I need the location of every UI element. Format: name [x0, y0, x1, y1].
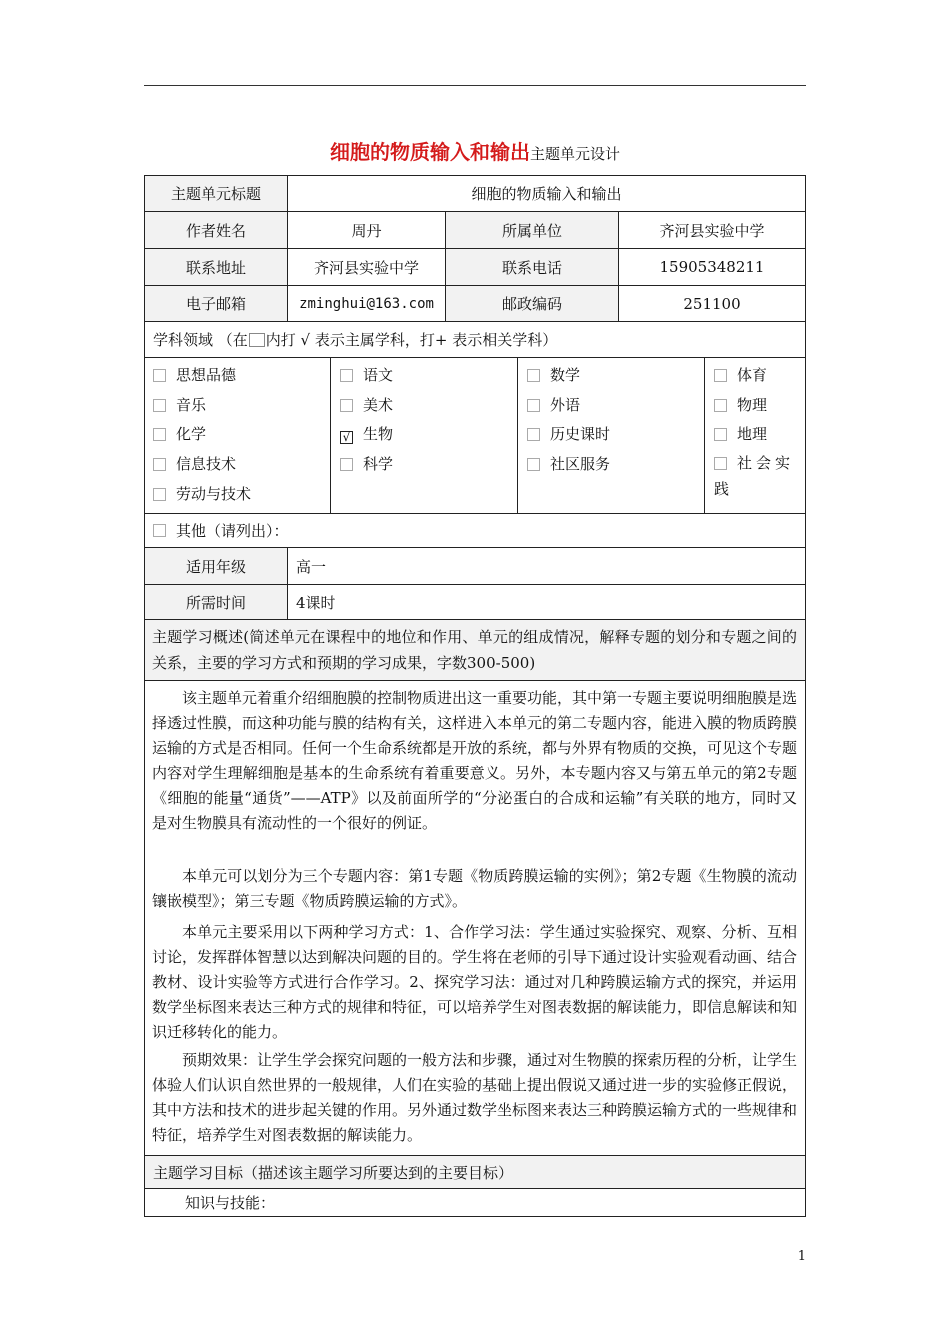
header-rule — [144, 85, 806, 86]
checkbox-icon[interactable] — [340, 458, 353, 471]
checkbox-icon[interactable] — [340, 399, 353, 412]
checkbox-icon[interactable] — [153, 488, 166, 501]
time-value: 4课时 — [296, 593, 336, 612]
subject-item[interactable]: 外语 — [527, 391, 610, 421]
subject-item[interactable]: 音乐 — [153, 391, 251, 421]
subject-item[interactable]: 社会实 践 — [714, 454, 795, 499]
subject-item[interactable]: √ 生物 — [340, 420, 393, 450]
subject-col-1 — [153, 361, 251, 510]
subject-item[interactable]: 体育 — [714, 361, 800, 391]
checkbox-icon[interactable] — [340, 369, 353, 382]
postcode-value: 251100 — [683, 294, 741, 313]
checkbox-icon[interactable] — [714, 369, 727, 382]
goals-header: 主题学习目标（描述该主题学习所要达到的主要目标） — [153, 1163, 514, 1182]
subject-item[interactable]: 地理 — [714, 420, 800, 450]
grade-label: 适用年级 — [145, 548, 287, 584]
checkbox-icon[interactable] — [527, 369, 540, 382]
subject-item[interactable]: 物理 — [714, 391, 800, 421]
affiliation-value: 齐河县实验中学 — [659, 221, 765, 240]
subject-item[interactable]: 劳动与技术 — [153, 480, 251, 510]
checkbox-icon[interactable] — [153, 399, 166, 412]
postcode-label: 邮政编码 — [446, 286, 618, 321]
author-value: 周丹 — [351, 221, 382, 240]
overview-p3: 本单元主要采用以下两种学习方式：1、合作学习法：学生通过实验探究、观察、分析、互相讨论，发挥群体智慧以达到解决问题的目的。学生将在老师的引导下通过设计实验观看动画、结合教材、设计实验等方式进行合作学习。2、探究学习法：通过对几种跨膜运输方式的探究，并运用数学坐标图来表达三种方式的规律和特征，可以培养学生对图表数据的解读能力，即信息解读和知识迁移转化的能力。 — [152, 923, 798, 1041]
subject-header-suffix: 内打 √ 表示主属学科，打+ 表示相关学科） — [265, 331, 558, 349]
checkbox-icon[interactable] — [527, 399, 540, 412]
checkbox-icon[interactable] — [527, 458, 540, 471]
subject-item[interactable]: 化学 — [153, 420, 251, 450]
subject-item[interactable]: 思想品德 — [153, 361, 251, 391]
checkbox-icon[interactable] — [714, 428, 727, 441]
subject-item[interactable]: 历史课时 — [527, 420, 610, 450]
title-main: 细胞的物质输入和输出 — [329, 140, 530, 164]
checkbox-icon[interactable] — [153, 524, 166, 537]
subject-item[interactable]: 社区服务 — [527, 450, 610, 480]
subject-item[interactable]: 信息技术 — [153, 450, 251, 480]
checkbox-icon[interactable] — [153, 369, 166, 382]
subject-other[interactable]: 其他（请列出）： — [145, 514, 805, 547]
subject-col-2 — [340, 361, 393, 480]
subject-item[interactable]: 语文 — [340, 361, 393, 391]
address-value: 齐河县实验中学 — [313, 258, 419, 277]
email-value: zminghui@163.com — [299, 295, 434, 312]
subject-col-4 — [714, 361, 800, 502]
subject-col-3 — [527, 361, 610, 480]
page-title — [0, 136, 950, 165]
time-label: 所需时间 — [145, 585, 287, 619]
title-suffix: 主题单元设计 — [529, 145, 620, 163]
checkbox-icon[interactable] — [714, 399, 727, 412]
goals-knowledge: 知识与技能： — [185, 1194, 276, 1212]
grade-value: 高一 — [296, 557, 327, 576]
email-label: 电子邮箱 — [145, 286, 287, 321]
unit-title-value: 细胞的物质输入和输出 — [471, 185, 622, 203]
subject-item[interactable]: 数学 — [527, 361, 610, 391]
checkbox-icon[interactable] — [153, 458, 166, 471]
checked-checkbox-icon[interactable]: √ — [340, 431, 353, 444]
affiliation-label: 所属单位 — [446, 212, 618, 248]
checkbox-icon[interactable] — [153, 428, 166, 441]
address-label: 联系地址 — [145, 249, 287, 285]
overview-p1: 该主题单元着重介绍细胞膜的控制物质进出这一重要功能，其中第一专题主要说明细胞膜是选择透过性膜，而这种功能与膜的结构有关，这样进入本单元的第二专题内容，能进入膜的物质跨膜运输的方式是否相同。任何一个生命系统都是开放的系统，都与外界有物质的交换，可见这个专题内容对学生理解细胞是基本的生命系统有着重要意义。另外，本专题内容又与第五单元的第2专题《细胞的能量“通货”——ATP》以及前面所学的“分泌蛋白的合成和运输”有关联的地方，同时又是对生物膜具有流动性的一个很好的例证。 — [152, 689, 798, 832]
phone-value: 15905348211 — [659, 258, 765, 276]
checkbox-icon[interactable] — [714, 457, 727, 470]
checkbox-icon[interactable] — [527, 428, 540, 441]
phone-label: 联系电话 — [446, 249, 618, 285]
page-number: 1 — [797, 1249, 806, 1264]
subject-item[interactable]: 美术 — [340, 391, 393, 421]
subject-item[interactable]: 科学 — [340, 450, 393, 480]
subject-header-prefix: 学科领域 （在 — [153, 331, 248, 349]
unit-title-label: 主题单元标题 — [145, 176, 287, 211]
box-icon — [249, 333, 265, 347]
subject-header — [145, 322, 805, 357]
overview-p2: 本单元可以划分为三个专题内容：第1专题《物质跨膜运输的实例》；第2专题《生物膜的流动镶嵌模型》；第三专题《物质跨膜运输的方式》。 — [152, 867, 797, 910]
overview-header: 主题学习概述(简述单元在课程中的地位和作用、单元的组成情况，解释专题的划分和专题之间的关系，主要的学习方式和预期的学习成果，字数300-500) — [152, 628, 797, 672]
overview-p4: 预期效果：让学生学会探究问题的一般方法和步骤，通过对生物膜的探索历程的分析，让学生体验人们认识自然世界的一般规律，人们在实验的基础上提出假说又通过进一步的实验修正假说，其中方法和技术的进步起关键的作用。另外通过数学坐标图来表达三种跨膜运输方式的一些规律和特征，培养学生对图表数据的解读能力。 — [152, 1051, 798, 1144]
author-label: 作者姓名 — [145, 212, 287, 248]
